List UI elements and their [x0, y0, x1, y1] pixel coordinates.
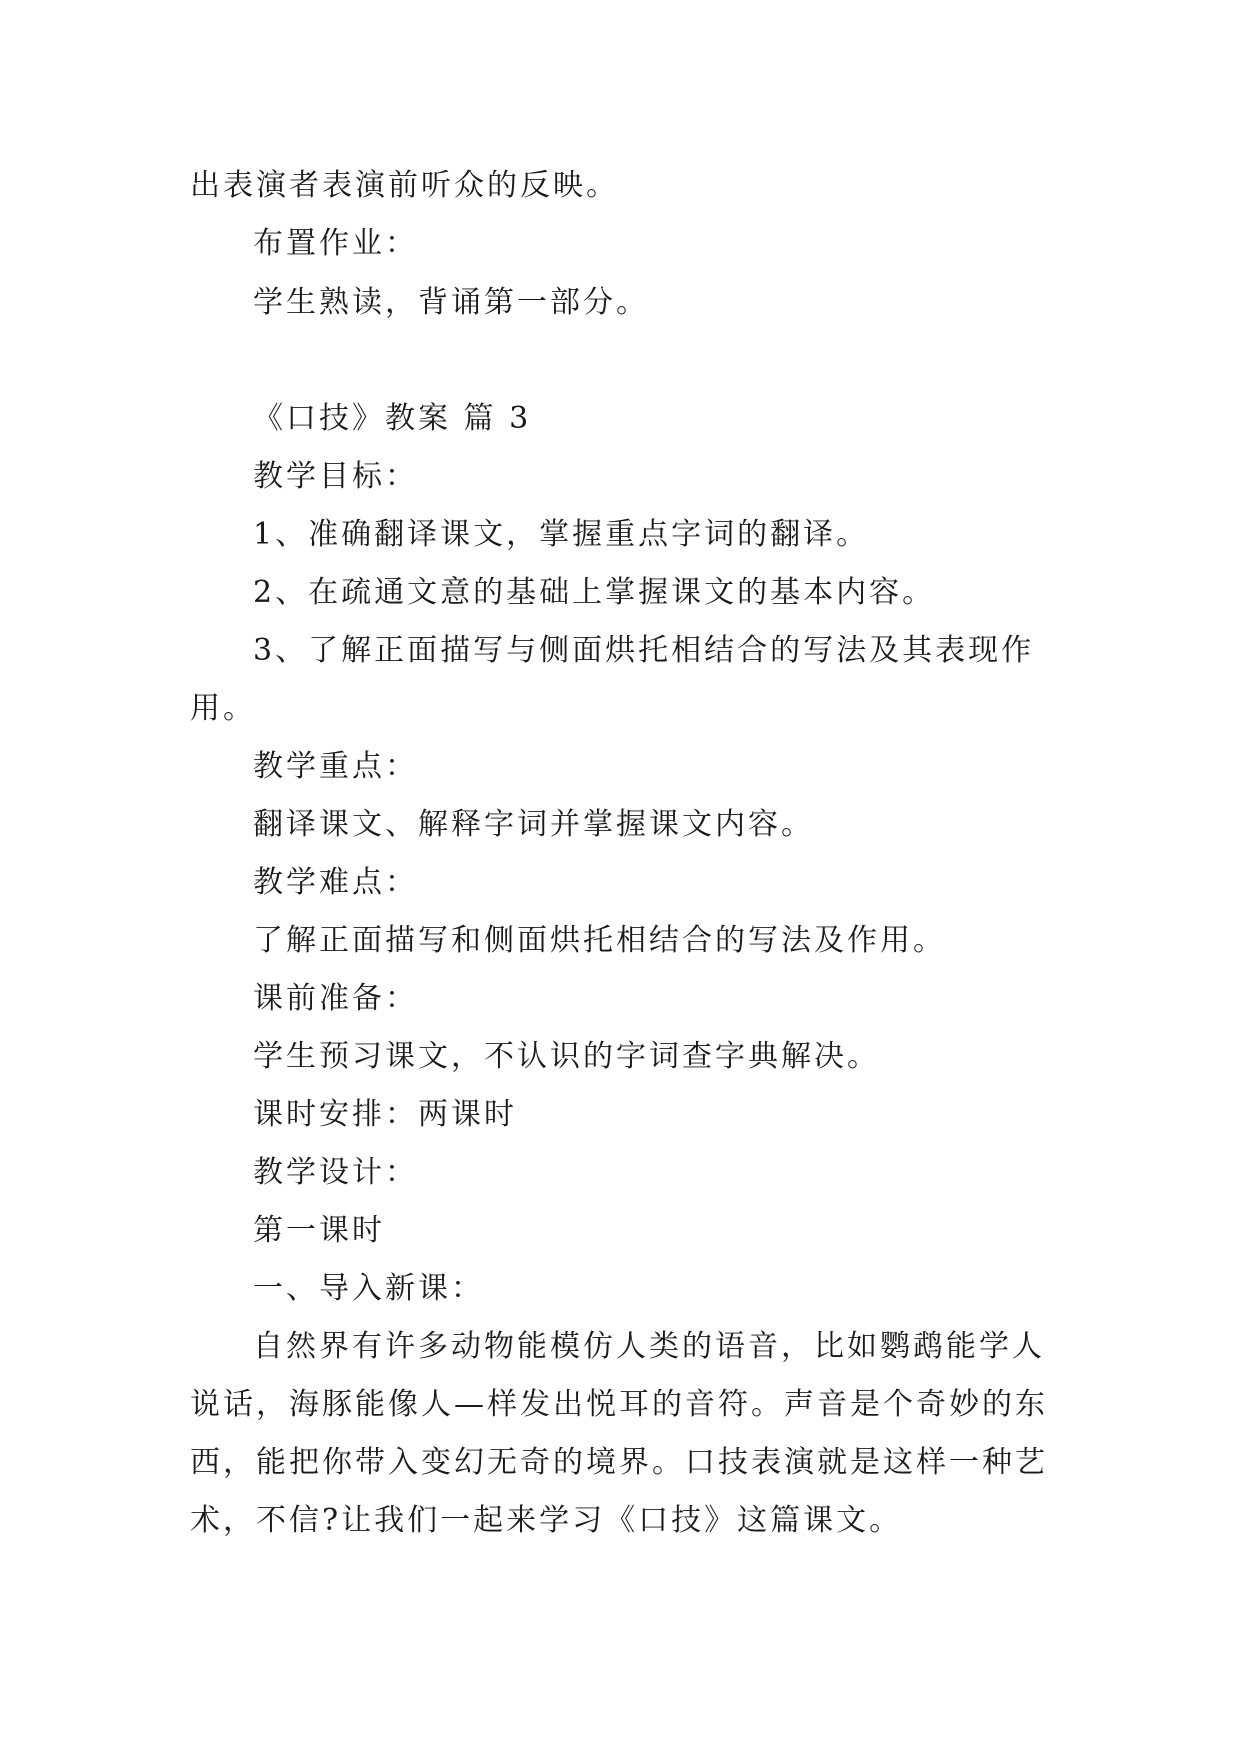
paragraph-line: 2、在疏通文意的基础上掌握课文的基本内容。: [253, 575, 936, 610]
paragraph-line: 第一课时: [253, 1213, 385, 1248]
paragraph-line: 了解正面描写和侧面烘托相结合的写法及作用。: [253, 923, 946, 958]
paragraph-line: 自然界有许多动物能模仿人类的语音，比如鹦鹉能学人: [253, 1329, 1045, 1364]
paragraph-line: 教学重点：: [253, 749, 418, 784]
paragraph-line: 布置作业：: [253, 226, 418, 261]
section-heading: 《口技》教案 篇 3: [253, 401, 532, 436]
paragraph-line: 课前准备：: [253, 981, 418, 1016]
paragraph-line: 用。: [190, 691, 256, 726]
paragraph-line: 一、导入新课：: [253, 1271, 484, 1306]
paragraph-line: 学生熟读，背诵第一部分。: [253, 285, 649, 320]
paragraph-line: 西，能把你带入变幻无奇的境界。口技表演就是这样一种艺: [190, 1445, 1048, 1480]
paragraph-line: 教学目标：: [253, 459, 418, 494]
paragraph-line: 术，不信?让我们一起来学习《口技》这篇课文。: [190, 1503, 903, 1538]
paragraph-line: 1、准确翻译课文，掌握重点字词的翻译。: [253, 517, 870, 552]
paragraph-line: 出表演者表演前听众的反映。: [190, 168, 619, 203]
paragraph-line: 3、了解正面描写与侧面烘托相结合的写法及其表现作: [253, 633, 1035, 668]
paragraph-line: 翻译课文、解释字词并掌握课文内容。: [253, 807, 814, 842]
paragraph-line: 教学难点：: [253, 865, 418, 900]
paragraph-line: 教学设计：: [253, 1155, 418, 1190]
paragraph-line: 说话，海豚能像人—样发出悦耳的音符。声音是个奇妙的东: [190, 1387, 1048, 1422]
paragraph-line: 学生预习课文，不认识的字词查字典解决。: [253, 1039, 880, 1074]
paragraph-line: 课时安排：两课时: [253, 1097, 517, 1132]
